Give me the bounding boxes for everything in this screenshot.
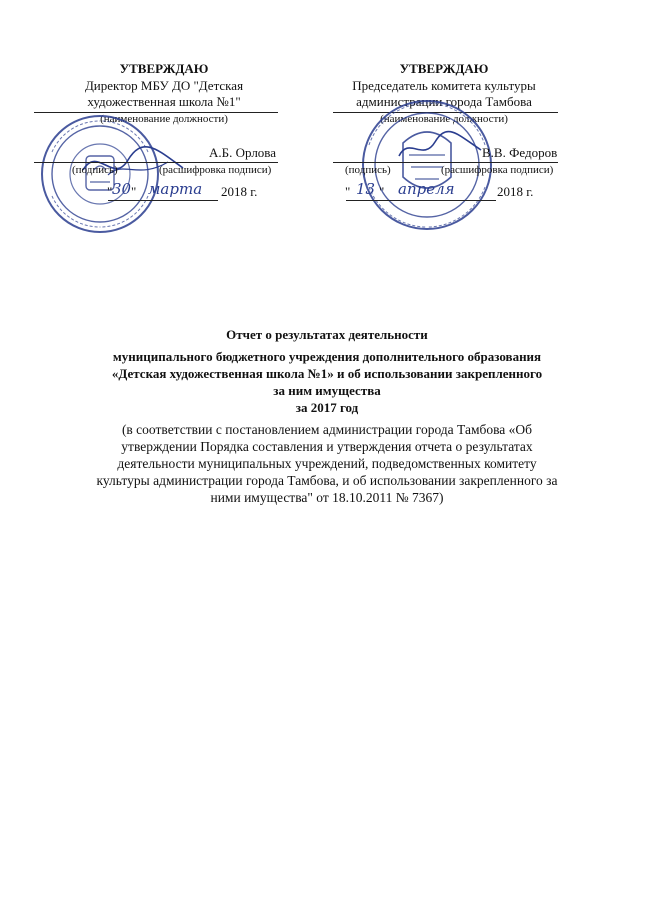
right-signature-underline — [333, 162, 558, 163]
left-date-year: 2018 г. — [221, 184, 258, 199]
right-date-quote-close: " — [379, 184, 385, 199]
right-signature-caption: (подпись) — [345, 164, 391, 176]
left-decode-caption: (расшифровка подписи) — [159, 164, 272, 176]
basis-line-5: ними имущества" от 18.10.2011 № 7367) — [210, 490, 444, 505]
title-line-3: «Детская художественная школа №1» и об использовании закрепленного — [111, 366, 543, 381]
basis-line-1: (в соответствии с постановлением администрации города Тамбова «Об — [121, 422, 533, 437]
right-date-quote-open: " — [345, 184, 351, 199]
right-position-line1: Председатель комитета культуры — [352, 78, 536, 93]
right-date-day: 13 — [356, 180, 376, 198]
left-signature-caption: (подпись) — [72, 164, 118, 176]
left-approve-heading: УТВЕРЖДАЮ — [119, 61, 209, 76]
title-line-4: за ним имущества — [273, 383, 381, 398]
right-date-underline — [346, 200, 496, 201]
title-line-1: Отчет о результатах деятельности — [226, 327, 428, 342]
right-position-line2: администрации города Тамбова — [356, 94, 532, 109]
right-decode-caption: (расшифровка подписи) — [441, 164, 554, 176]
left-position-line2: художественная школа №1" — [87, 94, 241, 109]
title-line-2: муниципального бюджетного учреждения дополнительного образования — [112, 349, 542, 364]
basis-line-4: культуры администрации города Тамбова, и об использовании закрепленного за — [96, 473, 558, 488]
left-signer-name: А.Б. Орлова — [209, 145, 277, 160]
left-date-underline — [108, 200, 218, 201]
right-date-year: 2018 г. — [497, 184, 534, 199]
right-date-month: апреля — [398, 180, 455, 198]
basis-line-3: деятельности муниципальных учреждений, подведомственных комитету — [117, 456, 537, 471]
left-position-line1: Директор МБУ ДО "Детская — [84, 78, 244, 93]
left-date-quote-close: " — [131, 184, 137, 199]
left-date-day: 30 — [112, 180, 132, 198]
title-line-5: за 2017 год — [295, 400, 359, 415]
left-signature-underline — [34, 162, 278, 163]
right-signer-name: В.В. Федоров — [482, 145, 558, 160]
left-date-quote-open: " — [107, 184, 113, 199]
basis-line-2: утверждении Порядка составления и утверждения отчета о результатах — [121, 439, 533, 454]
left-date-month: марта — [148, 180, 203, 198]
left-position-caption: (наименование должности) — [100, 113, 228, 125]
right-position-caption: (наименование должности) — [380, 113, 508, 125]
right-approve-heading: УТВЕРЖДАЮ — [399, 61, 489, 76]
